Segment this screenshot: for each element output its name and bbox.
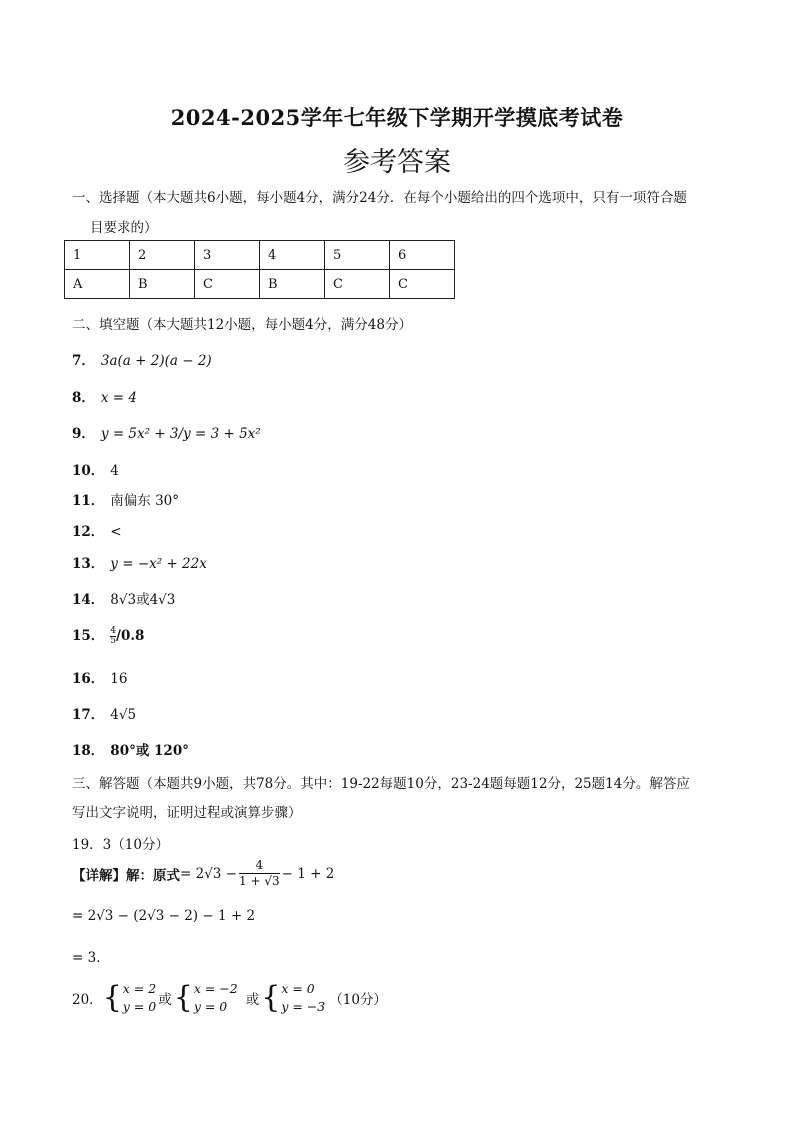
page-subtitle: 参考答案: [343, 147, 451, 178]
table-cell: C: [325, 270, 390, 299]
item-number: 13．: [72, 556, 105, 572]
section3-heading-cont: 写出文字说明，证明过程或演算步骤）: [72, 805, 302, 821]
answer-table-row-numbers: [65, 241, 455, 270]
item-number: 14．: [72, 592, 105, 608]
table-cell: 5: [325, 241, 390, 270]
fraction-denominator: 1 + √3: [239, 874, 280, 888]
table-cell: 6: [390, 241, 455, 270]
item-number: 8．: [72, 390, 95, 406]
brace-icon: {: [173, 980, 193, 1015]
table-cell: C: [195, 270, 260, 299]
table-cell: 3: [195, 241, 260, 270]
brace-icon: {: [261, 980, 281, 1015]
item-answer: 16: [110, 671, 128, 687]
q19-head: 19．3（10分）: [72, 837, 169, 853]
q19-step3: = 3．: [72, 950, 110, 966]
answer-item-12: [72, 520, 122, 540]
item-number: 18．: [72, 743, 105, 759]
answer-item-14: [72, 588, 175, 608]
fraction-numerator: 4: [239, 858, 280, 874]
fraction-numerator: 4: [110, 626, 117, 636]
detail-label: 【详解】解：原式: [72, 867, 180, 884]
answer-item-11: [72, 489, 179, 509]
detail-expr-post: − 1 + 2: [281, 865, 335, 882]
answer-item-7: [72, 349, 212, 369]
table-cell: 4: [260, 241, 325, 270]
item-answer: 南偏东 30°: [110, 493, 180, 509]
table-cell: 2: [130, 241, 195, 270]
q19-step2: = 2√3 − (2√3 − 2) − 1 + 2: [72, 908, 256, 924]
answer-item-10: [72, 459, 119, 479]
item-number: 16．: [72, 671, 105, 687]
item-number: 10．: [72, 463, 105, 479]
fraction: [239, 858, 280, 889]
item-answer: y = −x² + 22x: [110, 556, 207, 572]
equation-line: x = 2: [122, 981, 157, 996]
item-number: 12．: [72, 524, 105, 540]
item-answer: 80°或 120°: [110, 743, 189, 759]
brace-icon: {: [102, 980, 122, 1015]
page-title: 2024-2025学年七年级下学期开学摸底考试卷: [170, 105, 624, 130]
item-number: 9．: [72, 426, 95, 442]
equation-line: x = 0: [281, 981, 315, 996]
item-answer: 4: [110, 463, 119, 479]
section2-heading: 二、填空题（本大题共12小题，每小题4分，满分48分）: [72, 317, 412, 333]
answer-item-9: [72, 422, 261, 442]
or-text: 或: [245, 992, 260, 1008]
table-cell: B: [260, 270, 325, 299]
equation-system: [123, 980, 156, 1016]
answer-item-18: [72, 739, 189, 759]
section1-heading: 一、选择题（本大题共6小题，每小题4分，满分24分．在每个小题给出的四个选项中，只有一项符合题: [72, 190, 687, 206]
table-cell: 1: [65, 241, 130, 270]
item-answer: <: [110, 524, 122, 540]
answer-table: [64, 240, 455, 299]
table-cell: B: [130, 270, 195, 299]
item-number: 11．: [72, 493, 105, 509]
equation-system: [194, 980, 238, 1016]
fraction-denominator: 5: [110, 636, 117, 646]
table-cell: C: [390, 270, 455, 299]
answer-item-17: [72, 703, 136, 723]
item-answer: x = 4: [100, 390, 138, 406]
item-number: 17．: [72, 707, 105, 723]
q19-detail: [72, 858, 334, 889]
answer-item-15: [72, 624, 144, 646]
equation-line: y = −3: [281, 999, 326, 1014]
item-answer: 4√5: [110, 707, 137, 723]
equation-system: [281, 980, 325, 1016]
item-number: 15．: [72, 628, 105, 644]
equation-line: y = 0: [122, 999, 157, 1014]
item-answer: /0.8: [116, 628, 145, 644]
answer-table-row-answers: [65, 270, 455, 299]
or-text: 或: [158, 992, 172, 1008]
score-text: （10分）: [329, 992, 387, 1008]
section1-heading-cont: 目要求的）: [90, 220, 158, 236]
item-answer: y = 5x² + 3/y = 3 + 5x²: [100, 426, 261, 442]
q20-answer: [72, 980, 387, 1016]
item-number: 7．: [72, 353, 95, 369]
item-answer: 8√3或4√3: [110, 592, 176, 608]
answer-item-13: [72, 552, 207, 572]
item-number: 20．: [72, 992, 103, 1008]
equation-line: y = 0: [193, 999, 228, 1014]
section3-heading: 三、解答题（本题共9小题，共78分。其中：19-22每题10分，23-24题每题12分，25题14分。解答应: [72, 776, 690, 792]
detail-expr-pre: = 2√3 −: [180, 865, 237, 882]
item-answer: 3a(a + 2)(a − 2): [100, 353, 212, 369]
table-cell: A: [65, 270, 130, 299]
answer-item-16: [72, 667, 127, 687]
equation-line: x = −2: [193, 981, 238, 996]
answer-item-8: [72, 386, 137, 406]
